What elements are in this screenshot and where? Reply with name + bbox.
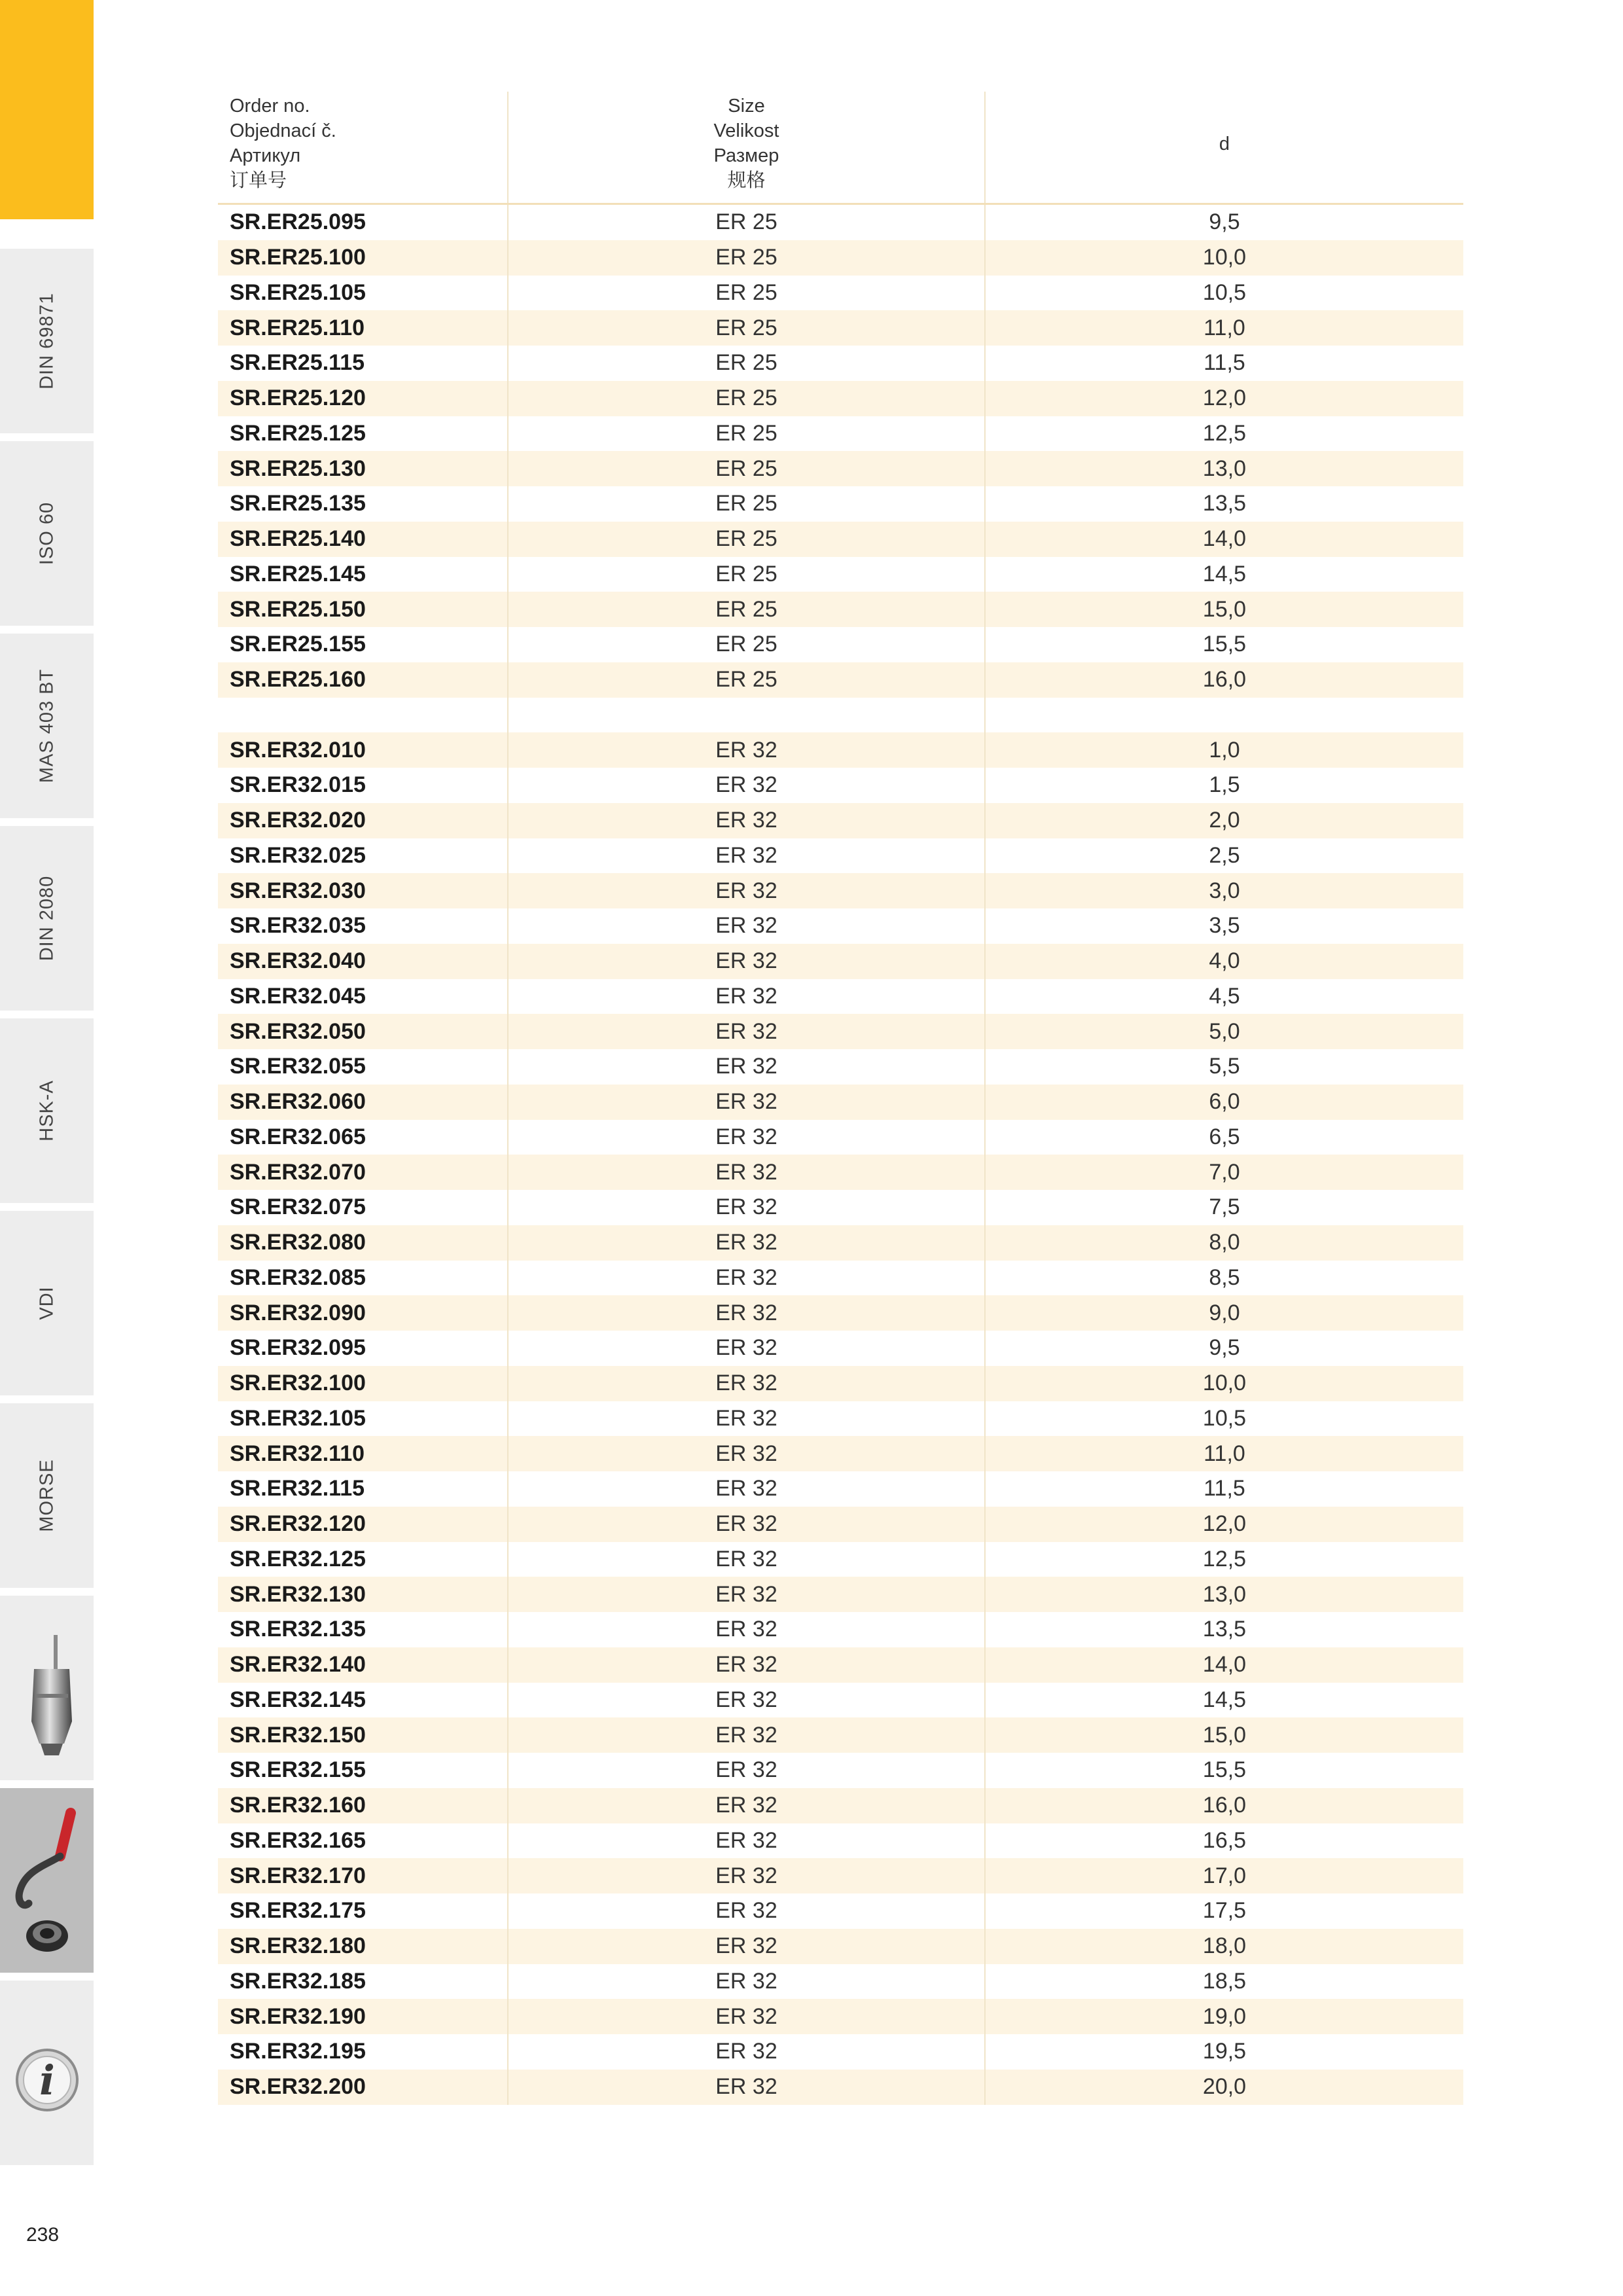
- size-cell: ER 32: [507, 1788, 984, 1823]
- order-no-cell: SR.ER32.090: [230, 1300, 366, 1325]
- size-cell: ER 32: [507, 1893, 984, 1929]
- size-cell: ER 32: [507, 1929, 984, 1964]
- d-cell: 12,5: [984, 1542, 1463, 1577]
- d-cell: 11,0: [984, 310, 1463, 346]
- size-cell: ER 25: [507, 627, 984, 662]
- table-row: [218, 1647, 1463, 1683]
- d-cell: 1,0: [984, 732, 1463, 768]
- table-row: [218, 1331, 1463, 1366]
- d-cell: 11,5: [984, 1471, 1463, 1507]
- table-row: [218, 240, 1463, 276]
- order-no-cell: SR.ER32.200: [230, 2074, 366, 2100]
- d-cell: 4,0: [984, 944, 1463, 979]
- order-no-cell: SR.ER32.180: [230, 1933, 366, 1959]
- tab-hsk-a[interactable]: [0, 1018, 94, 1206]
- order-no-cell: SR.ER32.150: [230, 1722, 366, 1748]
- tab-collets[interactable]: [0, 1788, 94, 1975]
- d-cell: 13,0: [984, 1577, 1463, 1612]
- order-no-cell: SR.ER32.085: [230, 1265, 366, 1290]
- d-cell: 20,0: [984, 2070, 1463, 2105]
- order-no-cell: SR.ER32.020: [230, 808, 366, 833]
- d-cell: 5,5: [984, 1049, 1463, 1085]
- d-cell: 16,5: [984, 1823, 1463, 1859]
- order-no-cell: SR.ER32.105: [230, 1405, 366, 1431]
- table-row: [218, 732, 1463, 768]
- d-cell: 10,0: [984, 1366, 1463, 1401]
- size-cell: ER 32: [507, 1366, 984, 1401]
- order-no-cell: SR.ER32.190: [230, 2003, 366, 2029]
- size-cell: ER 32: [507, 944, 984, 979]
- order-no-cell: SR.ER32.110: [230, 1441, 365, 1466]
- d-cell: 10,0: [984, 240, 1463, 276]
- table-row: [218, 451, 1463, 486]
- table-row: [218, 1858, 1463, 1893]
- size-cell: ER 25: [507, 522, 984, 557]
- size-cell: ER 32: [507, 1261, 984, 1296]
- d-cell: 17,0: [984, 1858, 1463, 1893]
- order-no-cell: SR.ER32.125: [230, 1546, 366, 1571]
- size-cell: ER 32: [507, 768, 984, 803]
- d-cell: 2,5: [984, 838, 1463, 874]
- table-row: [218, 1120, 1463, 1155]
- order-no-cell: SR.ER25.145: [230, 561, 366, 586]
- d-cell: 3,0: [984, 873, 1463, 908]
- size-cell: ER 32: [507, 1542, 984, 1577]
- size-cell: ER 32: [507, 803, 984, 838]
- size-cell: ER 32: [507, 1155, 984, 1190]
- d-cell: 9,0: [984, 1295, 1463, 1331]
- order-no-cell: SR.ER32.080: [230, 1230, 366, 1255]
- order-no-cell: SR.ER32.045: [230, 983, 366, 1009]
- tab-label: DIN 69871: [36, 293, 57, 389]
- d-cell: 8,5: [984, 1261, 1463, 1296]
- size-cell: ER 25: [507, 592, 984, 627]
- size-cell: ER 32: [507, 1014, 984, 1049]
- tab-mas-403-bt[interactable]: [0, 634, 94, 821]
- size-cell: ER 25: [507, 451, 984, 486]
- table-row: [218, 1225, 1463, 1261]
- order-no-cell: SR.ER32.130: [230, 1581, 366, 1607]
- d-cell: 6,0: [984, 1085, 1463, 1120]
- size-cell: ER 25: [507, 240, 984, 276]
- size-cell: ER 32: [507, 1120, 984, 1155]
- size-cell: ER 25: [507, 557, 984, 592]
- size-cell: ER 32: [507, 1717, 984, 1753]
- d-cell: 17,5: [984, 1893, 1463, 1929]
- size-cell: ER 32: [507, 1753, 984, 1788]
- size-cell: ER 25: [507, 416, 984, 452]
- d-cell: 14,0: [984, 522, 1463, 557]
- order-no-cell: SR.ER32.065: [230, 1124, 366, 1149]
- d-cell: 18,5: [984, 1964, 1463, 2000]
- table-row: [218, 1964, 1463, 2000]
- table-row: [218, 1542, 1463, 1577]
- size-cell: ER 32: [507, 1858, 984, 1893]
- table-row: [218, 1436, 1463, 1471]
- size-cell: ER 32: [507, 838, 984, 874]
- size-cell: ER 32: [507, 1612, 984, 1647]
- tab-din-69871[interactable]: [0, 249, 94, 436]
- d-cell: [984, 698, 1463, 733]
- table-row: [218, 908, 1463, 944]
- tab-din-2080[interactable]: [0, 826, 94, 1013]
- order-no-cell: SR.ER32.115: [230, 1476, 365, 1501]
- table-header: [218, 92, 1463, 205]
- table-row: [218, 1261, 1463, 1296]
- table-row: [218, 944, 1463, 979]
- order-no-cell: SR.ER32.175: [230, 1898, 366, 1924]
- d-cell: 15,5: [984, 627, 1463, 662]
- header-d: d: [984, 92, 1463, 203]
- d-cell: 10,5: [984, 276, 1463, 311]
- table-row: [218, 557, 1463, 592]
- table-row: [218, 1717, 1463, 1753]
- size-cell: ER 32: [507, 1964, 984, 2000]
- d-cell: 14,5: [984, 1683, 1463, 1718]
- table-row: [218, 1014, 1463, 1049]
- order-no-cell: SR.ER32.050: [230, 1018, 366, 1044]
- table-row: [218, 627, 1463, 662]
- order-no-cell: SR.ER25.115: [230, 350, 365, 376]
- d-cell: 9,5: [984, 1331, 1463, 1366]
- d-cell: 12,0: [984, 381, 1463, 416]
- table-row: [218, 1507, 1463, 1542]
- order-no-cell: SR.ER32.135: [230, 1617, 366, 1642]
- table-row: [218, 803, 1463, 838]
- size-cell: ER 25: [507, 310, 984, 346]
- d-cell: 10,5: [984, 1401, 1463, 1437]
- collet-wrench-icon: [0, 1788, 94, 1975]
- d-cell: 19,0: [984, 1999, 1463, 2034]
- size-cell: ER 32: [507, 873, 984, 908]
- header-size: Size Velikost Размер 规格: [507, 92, 984, 203]
- order-no-cell: SR.ER32.035: [230, 913, 366, 939]
- table-row: [218, 1366, 1463, 1401]
- order-no-cell: SR.ER32.075: [230, 1194, 366, 1220]
- size-cell: ER 32: [507, 1401, 984, 1437]
- order-no-cell: SR.ER32.195: [230, 2039, 366, 2064]
- d-cell: 3,5: [984, 908, 1463, 944]
- order-no-cell: SR.ER25.100: [230, 245, 366, 270]
- table-row: [218, 1893, 1463, 1929]
- section-color-block: [0, 0, 94, 219]
- d-cell: 8,0: [984, 1225, 1463, 1261]
- table-body: [218, 205, 1463, 2105]
- size-cell: ER 32: [507, 2034, 984, 2070]
- d-cell: 1,5: [984, 768, 1463, 803]
- d-cell: 7,0: [984, 1155, 1463, 1190]
- table-row: [218, 486, 1463, 522]
- d-cell: 2,0: [984, 803, 1463, 838]
- d-cell: 16,0: [984, 1788, 1463, 1823]
- order-no-cell: SR.ER25.155: [230, 632, 366, 657]
- order-no-cell: SR.ER32.055: [230, 1054, 366, 1079]
- order-no-cell: SR.ER25.140: [230, 526, 366, 552]
- table-row: [218, 592, 1463, 627]
- size-cell: ER 32: [507, 1647, 984, 1683]
- d-cell: 15,5: [984, 1753, 1463, 1788]
- size-cell: ER 32: [507, 1436, 984, 1471]
- order-no-cell: SR.ER32.030: [230, 878, 366, 903]
- order-no-cell: SR.ER25.150: [230, 596, 366, 622]
- order-no-cell: SR.ER25.135: [230, 491, 366, 516]
- table-row: [218, 1190, 1463, 1225]
- table-row: [218, 1612, 1463, 1647]
- d-cell: 13,0: [984, 451, 1463, 486]
- d-cell: 13,5: [984, 1612, 1463, 1647]
- d-cell: 14,0: [984, 1647, 1463, 1683]
- order-no-cell: SR.ER25.130: [230, 456, 366, 481]
- header-order-no: Order no. Objednací č. Артикул 订单号: [230, 96, 336, 191]
- size-cell: ER 25: [507, 662, 984, 698]
- table-row: [218, 1155, 1463, 1190]
- table-row: [218, 1401, 1463, 1437]
- size-cell: ER 32: [507, 1823, 984, 1859]
- drill-chuck-icon: [0, 1596, 94, 1783]
- table-row: [218, 1577, 1463, 1612]
- tab-label: MORSE: [36, 1459, 57, 1532]
- table-row: [218, 838, 1463, 874]
- table-row: [218, 2034, 1463, 2070]
- order-no-cell: SR.ER32.095: [230, 1335, 366, 1361]
- order-no-cell: SR.ER32.040: [230, 948, 366, 974]
- tab-morse[interactable]: [0, 1403, 94, 1590]
- table-row: [218, 768, 1463, 803]
- size-cell: ER 25: [507, 346, 984, 381]
- table-row: [218, 1295, 1463, 1331]
- d-cell: 16,0: [984, 662, 1463, 698]
- d-cell: 15,0: [984, 592, 1463, 627]
- size-cell: ER 32: [507, 1225, 984, 1261]
- order-no-cell: SR.ER32.170: [230, 1863, 366, 1888]
- table-row: [218, 662, 1463, 698]
- tab-iso-60[interactable]: [0, 441, 94, 628]
- order-no-cell: SR.ER32.165: [230, 1827, 366, 1853]
- order-no-cell: SR.ER25.160: [230, 667, 366, 692]
- table-row: [218, 1788, 1463, 1823]
- order-no-cell: SR.ER32.145: [230, 1687, 366, 1712]
- size-cell: ER 25: [507, 276, 984, 311]
- table-row: [218, 416, 1463, 452]
- size-cell: ER 32: [507, 1331, 984, 1366]
- table-row: [218, 1823, 1463, 1859]
- table-row: [218, 1929, 1463, 1964]
- d-cell: 6,5: [984, 1120, 1463, 1155]
- size-cell: ER 32: [507, 1683, 984, 1718]
- d-cell: 5,0: [984, 1014, 1463, 1049]
- order-no-cell: SR.ER32.140: [230, 1652, 366, 1677]
- table-row: [218, 1471, 1463, 1507]
- svg-text:i: i: [39, 2056, 55, 2104]
- order-no-cell: SR.ER32.100: [230, 1371, 366, 1396]
- table-row: [218, 1683, 1463, 1718]
- size-cell: ER 25: [507, 486, 984, 522]
- size-cell: [507, 698, 984, 733]
- table-row: [218, 2070, 1463, 2105]
- d-cell: 11,0: [984, 1436, 1463, 1471]
- d-cell: 15,0: [984, 1717, 1463, 1753]
- size-cell: ER 32: [507, 1577, 984, 1612]
- d-cell: 13,5: [984, 486, 1463, 522]
- order-no-cell: SR.ER32.060: [230, 1089, 366, 1115]
- d-cell: 7,5: [984, 1190, 1463, 1225]
- order-no-cell: [218, 698, 507, 733]
- table-row: [218, 979, 1463, 1014]
- d-cell: 12,0: [984, 1507, 1463, 1542]
- order-no-cell: SR.ER25.125: [230, 420, 366, 446]
- size-cell: ER 32: [507, 1471, 984, 1507]
- tab-info[interactable]: [0, 1981, 94, 2168]
- tab-label: ISO 60: [36, 501, 57, 565]
- table-row: [218, 873, 1463, 908]
- order-no-cell: SR.ER32.010: [230, 737, 366, 762]
- table-row: [218, 698, 1463, 733]
- tab-label: HSK-A: [36, 1080, 57, 1141]
- order-no-cell: SR.ER32.185: [230, 1968, 366, 1994]
- d-cell: 19,5: [984, 2034, 1463, 2070]
- size-cell: ER 32: [507, 1085, 984, 1120]
- sidebar: [0, 0, 94, 2179]
- tab-label: MAS 403 BT: [36, 668, 57, 783]
- d-cell: 12,5: [984, 416, 1463, 452]
- d-cell: 14,5: [984, 557, 1463, 592]
- table-row: [218, 346, 1463, 381]
- order-no-cell: SR.ER25.095: [230, 209, 366, 235]
- d-cell: 4,5: [984, 979, 1463, 1014]
- table-row: [218, 522, 1463, 557]
- d-cell: 9,5: [984, 205, 1463, 240]
- d-cell: 18,0: [984, 1929, 1463, 1964]
- size-cell: ER 32: [507, 979, 984, 1014]
- order-no-cell: SR.ER32.015: [230, 772, 366, 798]
- order-no-cell: SR.ER32.155: [230, 1757, 366, 1783]
- table-row: [218, 276, 1463, 311]
- table-row: [218, 1049, 1463, 1085]
- size-cell: ER 32: [507, 1507, 984, 1542]
- order-no-cell: SR.ER25.120: [230, 386, 366, 411]
- size-cell: ER 25: [507, 381, 984, 416]
- table-row: [218, 205, 1463, 240]
- size-cell: ER 32: [507, 1190, 984, 1225]
- order-no-cell: SR.ER32.070: [230, 1159, 366, 1185]
- table-row: [218, 1085, 1463, 1120]
- page-number: 238: [26, 2224, 60, 2246]
- d-cell: 11,5: [984, 346, 1463, 381]
- size-cell: ER 32: [507, 1999, 984, 2034]
- table-row: [218, 1753, 1463, 1788]
- size-cell: ER 32: [507, 2070, 984, 2105]
- table-row: [218, 310, 1463, 346]
- order-no-cell: SR.ER32.025: [230, 842, 366, 868]
- size-cell: ER 32: [507, 732, 984, 768]
- product-table: [218, 92, 1463, 2105]
- tab-label: VDI: [36, 1286, 57, 1320]
- tab-vdi[interactable]: [0, 1211, 94, 1398]
- table-row: [218, 381, 1463, 416]
- tab-drill-chucks[interactable]: [0, 1596, 94, 1783]
- info-icon: [0, 1981, 94, 2168]
- order-no-cell: SR.ER32.120: [230, 1511, 366, 1537]
- size-cell: ER 32: [507, 908, 984, 944]
- size-cell: ER 32: [507, 1049, 984, 1085]
- size-cell: ER 25: [507, 205, 984, 240]
- order-no-cell: SR.ER32.160: [230, 1793, 366, 1818]
- size-cell: ER 32: [507, 1295, 984, 1331]
- order-no-cell: SR.ER25.105: [230, 279, 366, 305]
- tab-label: DIN 2080: [36, 875, 57, 961]
- order-no-cell: SR.ER25.110: [230, 315, 365, 340]
- table-row: [218, 1999, 1463, 2034]
